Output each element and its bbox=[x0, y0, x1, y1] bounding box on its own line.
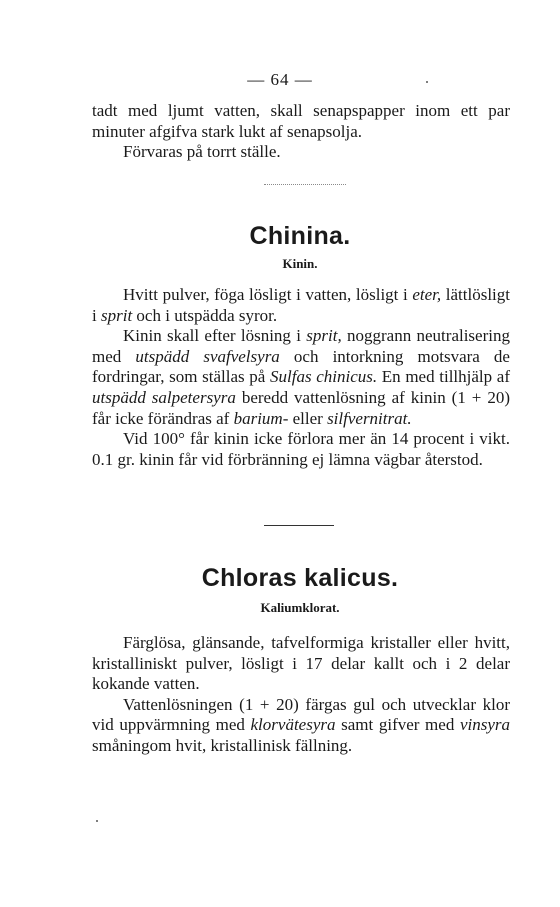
reference-term: Sulfas chinicus. bbox=[270, 367, 378, 387]
text-run: noggrann neutralisering med bbox=[92, 326, 510, 366]
section-title-chinina: Chinina. bbox=[249, 222, 351, 250]
italic-term: eter, bbox=[412, 285, 442, 304]
text-run: och intorkning motsvara de fordringar, som ställas på bbox=[92, 346, 510, 387]
dotted-separator bbox=[264, 184, 346, 185]
page-number: — 64 — bbox=[247, 70, 313, 89]
text-run: beredd vattenlösning af kinin (1 + 20) får icke förändras af bbox=[92, 387, 510, 428]
text-run: eller bbox=[288, 408, 328, 428]
chinina-paragraph-3: Vid 100° får kinin icke förlora mer än 14 procent i vikt. 0.1 gr. kinin får vid förbränning ej lämna vägbar återstod. bbox=[92, 429, 510, 469]
text-run: och i utspädda syror. bbox=[132, 305, 278, 325]
chinina-paragraph-2 bbox=[92, 326, 510, 429]
intro-line-2: Förvaras på torrt ställe. bbox=[123, 142, 281, 162]
rule-separator bbox=[264, 525, 334, 526]
text-run: lättlösligt i bbox=[92, 285, 510, 325]
paper-speck bbox=[426, 81, 428, 83]
chloras-paragraph-2 bbox=[92, 695, 510, 757]
chinina-body bbox=[92, 285, 510, 470]
italic-term: vinsyra bbox=[459, 715, 510, 735]
chloras-body bbox=[92, 633, 510, 757]
italic-term: barium- bbox=[233, 408, 289, 428]
italic-term: utspädd salpetersyra bbox=[92, 387, 236, 407]
text-run: småningom hvit, kristallinisk fällning. bbox=[92, 735, 353, 755]
text-run: Kinin skall efter lösning i bbox=[123, 326, 307, 346]
section-subtitle-kaliumklorat: Kaliumklorat. bbox=[260, 600, 340, 615]
intro-line-1: tadt med ljumt vatten, skall senapspapper inom ett par minuter afgifva stark lukt af senapsolja. bbox=[92, 101, 510, 141]
italic-term: silfvernitrat. bbox=[327, 408, 412, 428]
intro-text bbox=[92, 101, 510, 163]
italic-term: sprit bbox=[100, 305, 133, 325]
chloras-paragraph-1: Färglösa, glänsande, tafvelformiga kristaller eller hvitt, kristalliniskt pulver, lösligt i 17 delar kallt och i 2 delar kokande vatten. bbox=[92, 633, 510, 694]
text-run: samt gifver med bbox=[335, 715, 460, 735]
section-subtitle-kinin: Kinin. bbox=[282, 256, 318, 271]
paper-speck bbox=[96, 820, 98, 822]
italic-term: sprit, bbox=[306, 326, 342, 346]
text-run: Hvitt pulver, föga lösligt i vatten, lösligt i bbox=[123, 285, 413, 304]
text-run: Vattenlösningen (1 + 20) färgas gul och utvecklar klor vid uppvärmning med bbox=[92, 694, 510, 735]
text-run: En med tillhjälp af bbox=[377, 367, 511, 387]
chinina-paragraph-1 bbox=[92, 285, 510, 326]
italic-term: utspädd svafvelsyra bbox=[135, 346, 280, 366]
section-title-chloras: Chloras kalicus. bbox=[201, 564, 399, 592]
italic-term: klorvätesyra bbox=[250, 715, 336, 735]
